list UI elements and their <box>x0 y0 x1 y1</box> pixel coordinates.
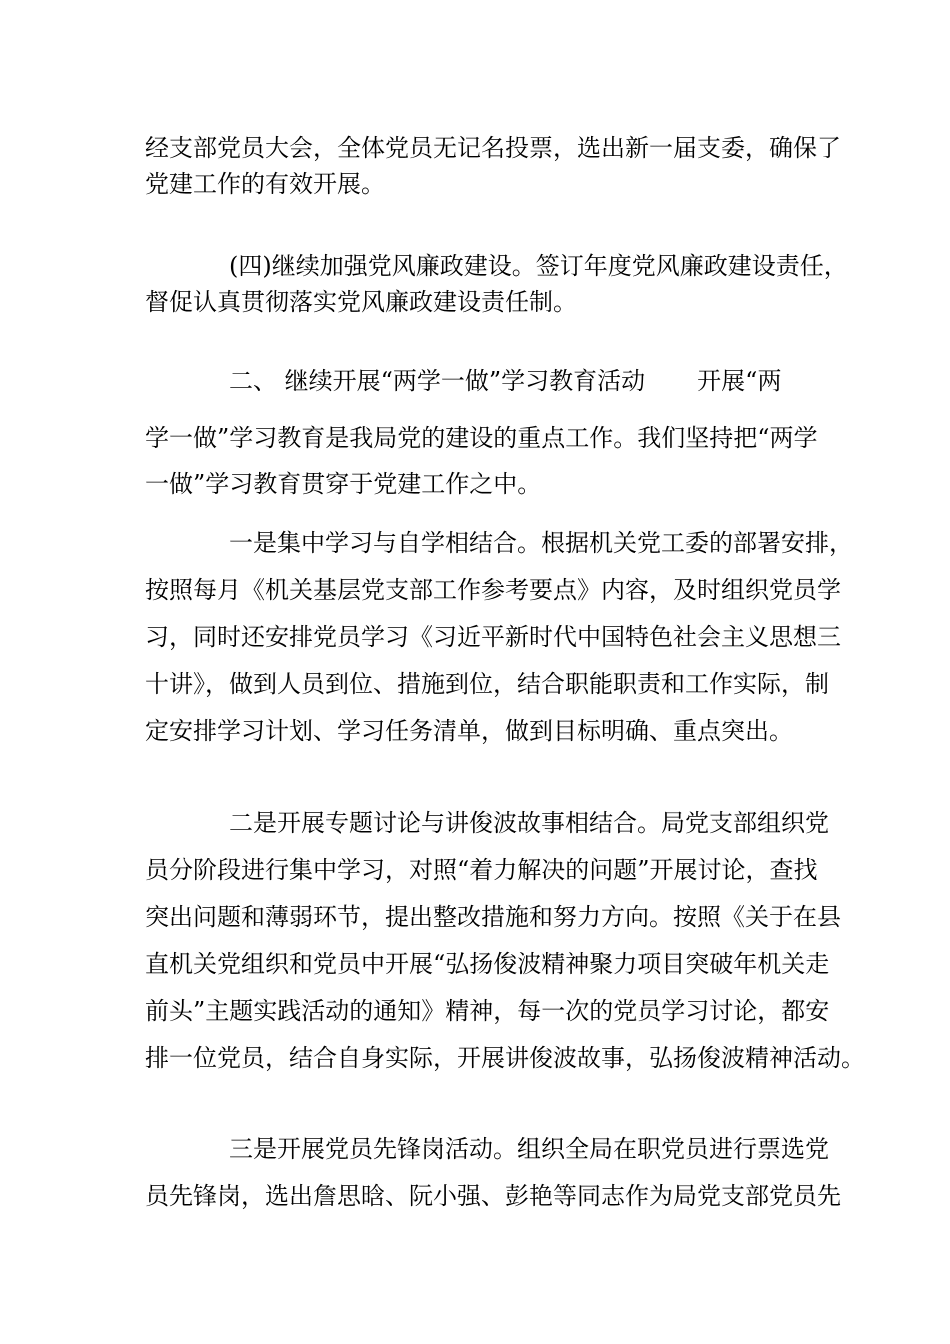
text-line: 员分阶段进行集中学习，对照“着力解决的问题”开展讨论，查找 <box>145 856 818 884</box>
paragraph-integrity <box>145 248 848 320</box>
text-line: 三是开展党员先锋岗活动。组织全局在职党员进行票选党 <box>229 1135 829 1163</box>
text-line: 一做”学习教育贯穿于党建工作之中。 <box>145 470 542 498</box>
section-heading-line <box>145 363 805 399</box>
text-line: 定安排学习计划、学习任务清单，做到目标明确、重点突出。 <box>145 717 793 745</box>
text-line: 十讲》，做到人员到位、措施到位，结合职能职责和工作实际，制 <box>145 670 829 698</box>
paragraph-section-two <box>145 363 818 502</box>
text-line: (四)继续加强党风廉政建设。签订年度党风廉政建设责任， <box>229 252 848 280</box>
text-line: 按照每月《机关基层党支部工作参考要点》内容，及时组织党员学 <box>145 576 841 604</box>
text-line: 一是集中学习与自学相结合。根据机关党工委的部署安排， <box>229 529 853 557</box>
text-line: 直机关党组织和党员中开展“弘扬俊波精神聚力项目突破年机关走 <box>145 950 830 978</box>
text-line: 突出问题和薄弱环节，提出整改措施和努力方向。按照《关于在县 <box>145 903 841 931</box>
paragraph-point-one <box>145 525 853 749</box>
paragraph-election <box>145 130 841 202</box>
text-line: 习，同时还安排党员学习《习近平新时代中国特色社会主义思想三 <box>145 623 841 651</box>
paragraph-point-three <box>145 1131 841 1214</box>
text-line: 督促认真贯彻落实党风廉政建设责任制。 <box>145 288 577 316</box>
section-lead: 开展“两 <box>697 367 782 395</box>
text-line: 员先锋岗，选出詹思晗、阮小强、彭艳等同志作为局党支部党员先 <box>145 1182 841 1210</box>
text-line: 学一做”学习教育是我局党的建设的重点工作。我们坚持把“两学 <box>145 424 818 452</box>
paragraph-point-two <box>145 805 865 1076</box>
section-heading: 二、 继续开展“两学一做”学习教育活动 <box>229 367 646 395</box>
text-line: 前头”主题实践活动的通知》精神，每一次的党员学习讨论，都安 <box>145 997 830 1025</box>
text-line: 排一位党员，结合自身实际，开展讲俊波故事，弘扬俊波精神活动。 <box>145 1044 865 1072</box>
text-line: 经支部党员大会，全体党员无记名投票，选出新一届支委，确保了 <box>145 134 841 162</box>
text-line: 党建工作的有效开展。 <box>145 170 385 198</box>
text-line: 二是开展专题讨论与讲俊波故事相结合。局党支部组织党 <box>229 809 829 837</box>
